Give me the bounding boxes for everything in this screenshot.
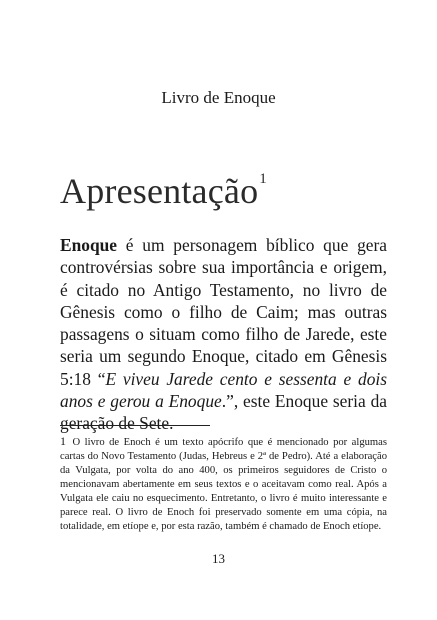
genesis-quote: E viveu Jarede cento e sessenta e dois anos e gerou a Enoque xyxy=(60,368,388,412)
term-enoque: Enoque xyxy=(60,235,118,255)
footnote xyxy=(60,434,387,534)
page-number: 13 xyxy=(212,551,225,566)
footnote-mark: 1 xyxy=(60,434,66,448)
footnote-reference: 1 xyxy=(259,171,267,188)
footnote-text: O livro de Enoch é um texto apócrifo que é mencionado por algumas cartas do Novo Testamento (Judas, Hebreus e 2ª de Pedro). Até a elaboração da Vulgata, por volta do ano 400, os primeiros seguidores de Cristo o mencionavam abertamente em seus textos e o aceitavam como real. Após a Vulgata ele caiu no esquecimento. Entretanto, o livro é muito interessante e parece real. O livro de Enoch foi preservado somente em uma cópia, na totalidade, em etíope e, por esta razão, também é chamado de Enoch etíope. xyxy=(60,437,387,532)
running-head: Livro de Enoque xyxy=(161,88,276,107)
body-text-part-2: .”, este Enoque seria da geração de Sete. xyxy=(60,391,387,434)
chapter-title-text: Apresentação xyxy=(60,171,259,212)
body-paragraph xyxy=(60,234,387,435)
body-text-part-1: é um personagem bíblico que gera controvérsias sobre sua importância e origem, é citado no Antigo Testamento, no livro de Gênesis como o filho de Caim; mas outras passagens o situam como filho de Jarede, este seria um segundo Enoque, citado em Gênesis 5:18 “ xyxy=(60,235,387,389)
chapter-title xyxy=(60,170,267,212)
footnote-separator xyxy=(60,425,210,426)
